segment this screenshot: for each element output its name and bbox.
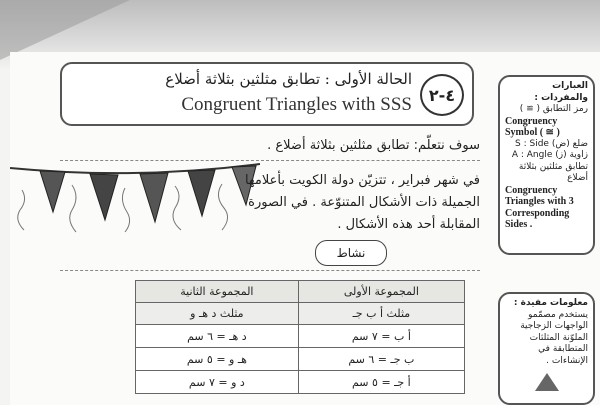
info-heading: معلومات مفيدة : [513, 298, 588, 308]
table-cell: أ جـ = ٥ سم [298, 371, 464, 394]
group1-subheader: مثلث أ ب جـ [298, 303, 464, 325]
group1-header: المجموعة الأولى [298, 281, 464, 303]
lesson-number-badge: ٤-٢ [420, 74, 464, 116]
triangle-icon [535, 373, 559, 391]
triangle-groups-table [135, 280, 465, 394]
table-cell: د و = ٧ سم [136, 371, 299, 394]
vocab-heading: العبارات والمفردات : [534, 81, 588, 103]
info-text: يستخدم مصمّمو الواجهات الزجاجية الملوّنة المثلثات المتطابقة في الإنشاءات . [520, 309, 588, 366]
table-cell: هـ و = ٥ سم [136, 348, 299, 371]
useful-info-box [498, 292, 595, 405]
group2-subheader: مثلث د هـ و [136, 303, 299, 325]
vocab-ar-sss: تطابق مثلثين بثلاثة أضلاع [518, 161, 588, 183]
vocab-en-sss: Congruency Triangles with 3 Corresponding Sides . [505, 184, 574, 230]
lesson-title-english: Congruent Triangles with SSS [181, 94, 412, 115]
lesson-title-box [60, 62, 474, 126]
vocab-ar-symbol: رمز التطابق ( ≅ ) [519, 104, 588, 114]
vocab-en-symbol: Congruency Symbol ( ≅ ) [505, 115, 560, 138]
vocabulary-sidebar [498, 75, 595, 255]
table-cell: أ ب = ٧ سم [298, 325, 464, 348]
table-cell: د هـ = ٦ سم [136, 325, 299, 348]
table-cell: ب جـ = ٦ سم [298, 348, 464, 371]
vocab-angle: زاوية (ز) A : Angle [511, 150, 588, 160]
activity-text: نشاط [336, 246, 366, 260]
learning-objective: سوف نتعلّم: تطابق مثلثين بثلاثة أضلاع . [267, 138, 480, 153]
vocab-side: ضلع (ض) S : Side [515, 138, 588, 149]
intro-paragraph: في شهر فبراير ، تتزيّن دولة الكويت بأعلامها الجميلة ذات الأشكال المتنوّعة . في الصورة المقابلة أحد هذه الأشكال . [244, 173, 480, 232]
page-fold-shadow [0, 0, 130, 60]
lesson-title-arabic: الحالة الأولى : تطابق مثلثين بثلاثة أضلاع [165, 70, 412, 88]
divider [60, 270, 480, 271]
activity-label [315, 240, 387, 266]
group2-header: المجموعة الثانية [136, 281, 299, 303]
